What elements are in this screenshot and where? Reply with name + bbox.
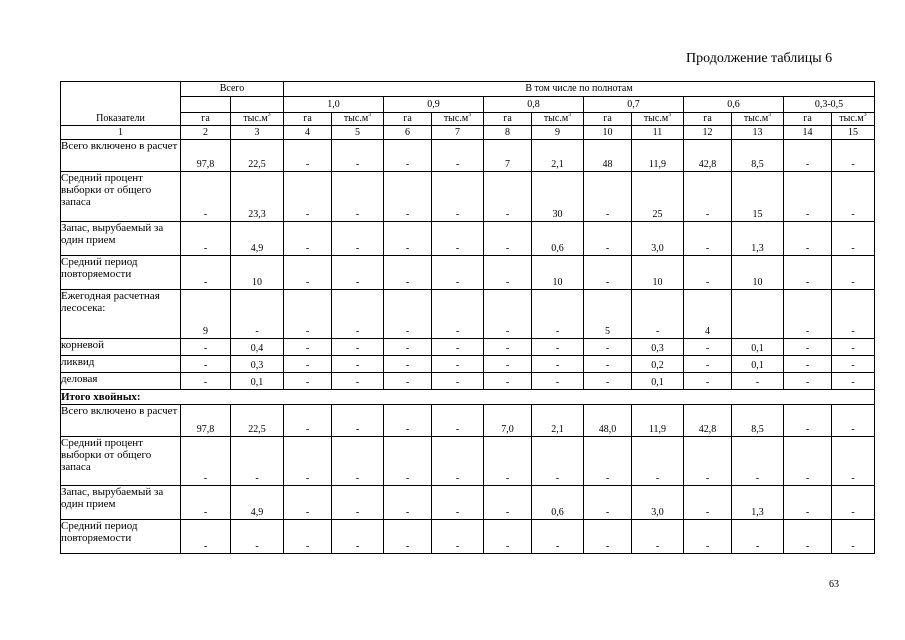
cell-value: - (484, 437, 532, 486)
cell-value: 10 (632, 256, 684, 290)
cell-value: - (584, 437, 632, 486)
table-row (61, 356, 875, 373)
cell-value: - (784, 373, 832, 390)
header-density: 0,3-0,5 (784, 97, 875, 113)
unit-thous-m3 (332, 113, 384, 126)
cell-value: - (784, 437, 832, 486)
row-label: Запас, вырубаемый за один прием (61, 222, 181, 256)
table-row (61, 140, 875, 172)
unit-ha: га (684, 113, 732, 126)
cell-value: - (532, 290, 584, 339)
cell-value: 3,0 (632, 486, 684, 520)
column-number: 9 (532, 126, 584, 140)
cell-value: - (284, 222, 332, 256)
column-number: 3 (231, 126, 284, 140)
cell-value: - (484, 290, 532, 339)
cell-value: - (384, 520, 432, 554)
cell-value: - (332, 256, 384, 290)
unit-thous-text: тыс.м (839, 113, 864, 124)
cell-value: - (584, 222, 632, 256)
cell-value: - (484, 222, 532, 256)
unit-thous-m3 (532, 113, 584, 126)
header-indicators: Показатели (61, 82, 181, 126)
cell-value: - (832, 356, 875, 373)
header-total-spacer (231, 97, 284, 113)
cell-value: - (784, 486, 832, 520)
cell-value: 0,6 (532, 486, 584, 520)
cell-value: - (284, 520, 332, 554)
cell-value: 8,5 (732, 140, 784, 172)
cell-value: - (832, 290, 875, 339)
cell-value: - (332, 222, 384, 256)
cell-value: - (532, 339, 584, 356)
cell-value: 42,8 (684, 140, 732, 172)
unit-ha: га (784, 113, 832, 126)
cell-value: - (832, 520, 875, 554)
cell-value: - (784, 140, 832, 172)
cell-value: - (532, 437, 584, 486)
cell-value: 22,5 (231, 140, 284, 172)
cell-value: 0,3 (632, 339, 684, 356)
cell-value: - (284, 373, 332, 390)
cell-value: - (332, 172, 384, 222)
cell-value: 0,4 (231, 339, 284, 356)
cell-value: - (332, 405, 384, 437)
unit-superscript: 3 (368, 112, 372, 118)
column-number: 12 (684, 126, 732, 140)
cell-value: - (181, 222, 231, 256)
cell-value: - (784, 256, 832, 290)
cell-value: 7,0 (484, 405, 532, 437)
cell-value: 23,3 (231, 172, 284, 222)
cell-value: - (684, 222, 732, 256)
unit-ha: га (484, 113, 532, 126)
cell-value: 8,5 (732, 405, 784, 437)
cell-value: 30 (532, 172, 584, 222)
cell-value: - (584, 172, 632, 222)
column-number: 14 (784, 126, 832, 140)
cell-value: - (284, 339, 332, 356)
cell-value: - (432, 339, 484, 356)
cell-value: - (284, 172, 332, 222)
cell-value: 10 (231, 256, 284, 290)
cell-value: 11,9 (632, 405, 684, 437)
unit-thous-m3 (732, 113, 784, 126)
cell-value: - (532, 520, 584, 554)
cell-value: - (532, 373, 584, 390)
cell-value: 22,5 (231, 405, 284, 437)
cell-value: - (384, 172, 432, 222)
cell-value: 0,1 (732, 339, 784, 356)
cell-value: - (484, 256, 532, 290)
row-label: Средний процент выборки от общего запаса (61, 437, 181, 486)
cell-value: - (432, 222, 484, 256)
cell-value: - (384, 486, 432, 520)
cell-value: 4,9 (231, 486, 284, 520)
cell-value: - (832, 405, 875, 437)
cell-value: 97,8 (181, 140, 231, 172)
cell-value: - (632, 520, 684, 554)
section-title: Итого хвойных: (61, 390, 875, 405)
cell-value: - (332, 373, 384, 390)
cell-value: - (181, 356, 231, 373)
cell-value: - (231, 290, 284, 339)
header-density: 0,9 (384, 97, 484, 113)
unit-thous-text: тыс.м (343, 113, 369, 124)
cell-value: - (284, 290, 332, 339)
cell-value: - (181, 486, 231, 520)
unit-thous-m3 (632, 113, 684, 126)
cell-value: - (432, 140, 484, 172)
table-row (61, 172, 875, 222)
table-row (61, 339, 875, 356)
cell-value: - (832, 256, 875, 290)
cell-value: - (784, 290, 832, 339)
cell-value: - (181, 339, 231, 356)
cell-value: - (332, 520, 384, 554)
cell-value: - (732, 373, 784, 390)
cell-value: - (181, 520, 231, 554)
cell-value: - (784, 172, 832, 222)
cell-value: - (484, 373, 532, 390)
column-number: 7 (432, 126, 484, 140)
cell-value: 1,3 (732, 486, 784, 520)
header-density: 1,0 (284, 97, 384, 113)
cell-value: - (384, 405, 432, 437)
cell-value: 97,8 (181, 405, 231, 437)
cell-value: - (181, 373, 231, 390)
unit-thous-text: тыс.м (543, 113, 569, 124)
cell-value: - (832, 437, 875, 486)
cell-value: - (784, 356, 832, 373)
unit-ha: га (284, 113, 332, 126)
unit-ha: га (584, 113, 632, 126)
row-label: корневой (61, 339, 181, 356)
cell-value: - (484, 486, 532, 520)
unit-ha: га (384, 113, 432, 126)
cell-value: - (484, 356, 532, 373)
cell-value: - (432, 437, 484, 486)
cell-value: 0,3 (231, 356, 284, 373)
cell-value: - (684, 339, 732, 356)
cell-value: - (584, 373, 632, 390)
cell-value: 11,9 (632, 140, 684, 172)
cell-value: 0,1 (231, 373, 284, 390)
cell-value: 10 (732, 256, 784, 290)
cell-value: - (284, 486, 332, 520)
cell-value: - (784, 339, 832, 356)
cell-value: 0,1 (732, 356, 784, 373)
cell-value: - (832, 339, 875, 356)
cell-value: - (484, 520, 532, 554)
cell-value: 42,8 (684, 405, 732, 437)
cell-value: - (784, 222, 832, 256)
cell-value: - (684, 373, 732, 390)
cell-value: 0,2 (632, 356, 684, 373)
column-number: 8 (484, 126, 532, 140)
row-label: Средний период повторяемости (61, 256, 181, 290)
cell-value: - (332, 290, 384, 339)
cell-value: 7 (484, 140, 532, 172)
cell-value: 48 (584, 140, 632, 172)
unit-thous-text: тыс.м (443, 113, 469, 124)
row-label: деловая (61, 373, 181, 390)
unit-superscript: 3 (668, 112, 672, 118)
cell-value: 25 (632, 172, 684, 222)
table-caption: Продолжение таблицы 6 (686, 51, 833, 66)
cell-value: - (284, 256, 332, 290)
unit-superscript: 3 (468, 112, 472, 118)
table-row (61, 222, 875, 256)
unit-thous-m3 (432, 113, 484, 126)
cell-value: 2,1 (532, 405, 584, 437)
cell-value: - (584, 520, 632, 554)
cell-value: - (181, 172, 231, 222)
cell-value: - (584, 339, 632, 356)
header-density: 0,6 (684, 97, 784, 113)
cell-value: 15 (732, 172, 784, 222)
cell-value: - (181, 256, 231, 290)
row-label: Ежегодная расчетная лесосека: (61, 290, 181, 339)
unit-thous-text: тыс.м (643, 113, 669, 124)
cell-value: - (684, 520, 732, 554)
row-label: Средний период повторяемости (61, 520, 181, 554)
cell-value: - (284, 140, 332, 172)
cell-value: - (432, 172, 484, 222)
cell-value: - (231, 437, 284, 486)
cell-value: - (284, 356, 332, 373)
cell-value: - (684, 486, 732, 520)
cell-value: 48,0 (584, 405, 632, 437)
row-label: Всего включено в расчет (61, 405, 181, 437)
cell-value: - (332, 437, 384, 486)
cell-value: - (231, 520, 284, 554)
cell-value: - (332, 356, 384, 373)
cell-value: - (432, 520, 484, 554)
unit-superscript: 3 (768, 112, 772, 118)
section-row (61, 390, 875, 405)
row-label: Всего включено в расчет (61, 140, 181, 172)
cell-value: - (432, 405, 484, 437)
unit-ha: га (181, 113, 231, 126)
row-label: Средний процент выборки от общего запаса (61, 172, 181, 222)
unit-thous-m3 (832, 113, 875, 126)
cell-value: - (432, 290, 484, 339)
cell-value: - (384, 437, 432, 486)
row-label: Запас, вырубаемый за один прием (61, 486, 181, 520)
header-including: В том числе по полнотам (284, 82, 875, 97)
page-number: 63 (829, 579, 839, 590)
cell-value: - (684, 172, 732, 222)
cell-value: - (732, 520, 784, 554)
cell-value: 9 (181, 290, 231, 339)
cell-value: - (584, 256, 632, 290)
table-row (61, 486, 875, 520)
cell-value: - (684, 356, 732, 373)
column-number: 11 (632, 126, 684, 140)
header-total: Всего (181, 82, 284, 97)
table-row (61, 520, 875, 554)
cell-value: - (432, 486, 484, 520)
cell-value: - (181, 437, 231, 486)
table-row (61, 373, 875, 390)
unit-thous-m3 (231, 113, 284, 126)
cell-value: - (332, 486, 384, 520)
column-number: 4 (284, 126, 332, 140)
cell-value: - (532, 356, 584, 373)
cell-value: 3,0 (632, 222, 684, 256)
header-density: 0,7 (584, 97, 684, 113)
cell-value: - (384, 373, 432, 390)
cell-value: - (832, 486, 875, 520)
cell-value: - (384, 140, 432, 172)
cell-value: 4,9 (231, 222, 284, 256)
column-number: 10 (584, 126, 632, 140)
cell-value: - (732, 437, 784, 486)
column-number: 6 (384, 126, 432, 140)
cell-value: - (384, 339, 432, 356)
cell-value: - (384, 290, 432, 339)
cell-value: - (384, 256, 432, 290)
column-number: 15 (832, 126, 875, 140)
cell-value: - (832, 373, 875, 390)
cell-value: - (632, 437, 684, 486)
cell-value: - (684, 437, 732, 486)
cell-value (732, 290, 784, 339)
cell-value: - (632, 290, 684, 339)
cell-value: - (832, 140, 875, 172)
cell-value: - (584, 356, 632, 373)
row-label: ликвид (61, 356, 181, 373)
cell-value: 0,6 (532, 222, 584, 256)
column-number: 1 (61, 126, 181, 140)
unit-thous-text: тыс.м (243, 113, 268, 124)
table-row (61, 405, 875, 437)
data-table (60, 81, 875, 554)
table-row (61, 290, 875, 339)
cell-value: - (832, 222, 875, 256)
unit-superscript: 3 (568, 112, 572, 118)
cell-value: - (832, 172, 875, 222)
cell-value: - (284, 437, 332, 486)
cell-value: - (432, 356, 484, 373)
cell-value: - (684, 256, 732, 290)
table-row (61, 437, 875, 486)
unit-superscript: 3 (267, 112, 271, 118)
cell-value: - (384, 222, 432, 256)
cell-value: 4 (684, 290, 732, 339)
unit-superscript: 3 (863, 112, 867, 118)
cell-value: - (484, 172, 532, 222)
cell-value: - (584, 486, 632, 520)
column-number: 2 (181, 126, 231, 140)
column-number: 13 (732, 126, 784, 140)
cell-value: - (284, 405, 332, 437)
cell-value: - (484, 339, 532, 356)
cell-value: 0,1 (632, 373, 684, 390)
cell-value: - (784, 520, 832, 554)
cell-value: 10 (532, 256, 584, 290)
column-number: 5 (332, 126, 384, 140)
cell-value: - (384, 356, 432, 373)
header-density: 0,8 (484, 97, 584, 113)
cell-value: - (332, 140, 384, 172)
cell-value: - (432, 256, 484, 290)
cell-value: - (432, 373, 484, 390)
unit-thous-text: тыс.м (743, 113, 769, 124)
table-row (61, 256, 875, 290)
header-total-spacer (181, 97, 231, 113)
cell-value: 1,3 (732, 222, 784, 256)
cell-value: - (784, 405, 832, 437)
cell-value: - (332, 339, 384, 356)
cell-value: 5 (584, 290, 632, 339)
cell-value: 2,1 (532, 140, 584, 172)
